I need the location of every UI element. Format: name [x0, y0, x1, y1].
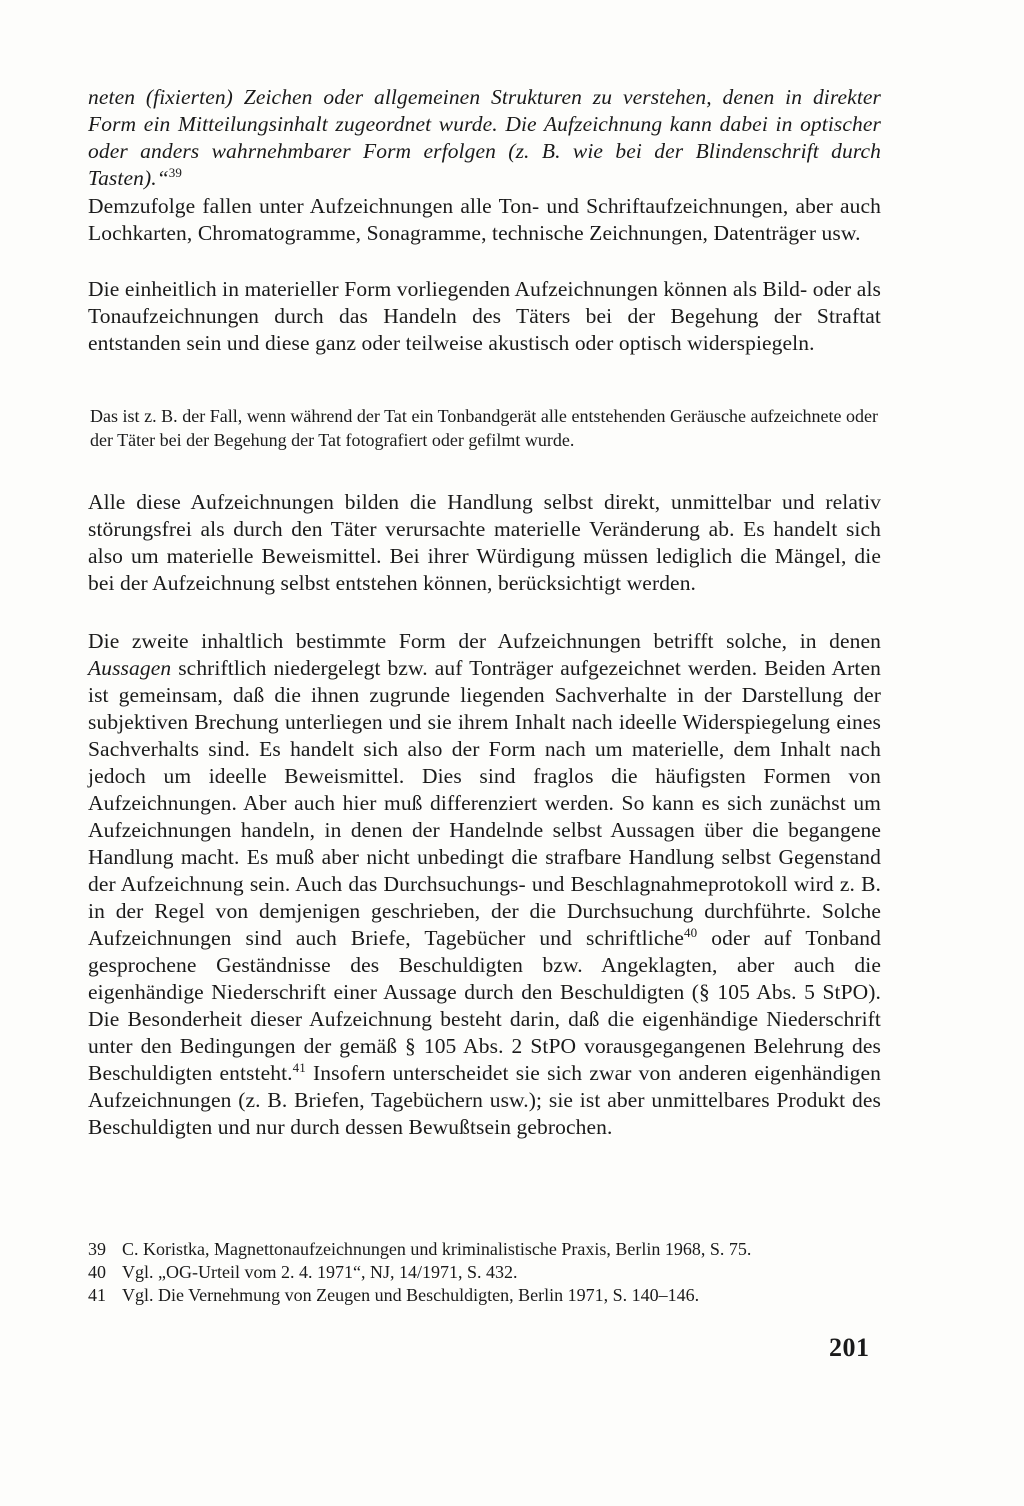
- quotation-block: [88, 84, 881, 192]
- footnote-number: 41: [88, 1285, 106, 1305]
- paragraph-material-form: Die einheitlich in materieller Form vorliegenden Aufzeichnungen können als Bild- oder als Tonaufzeichnungen durch das Handeln des Täters bei der Begehung der Straftat entstanden sein und diese ganz oder teilweise akustisch oder optisch widerspiegeln.: [88, 277, 881, 355]
- quotation-text: neten (fixierten) Zeichen oder allgemeinen Strukturen zu verstehen, denen in direkter Form ein Mitteilungsinhalt zugeordnet wurde. Die Aufzeichnung kann dabei in optischer oder anders wahrnehmbarer Form erfolgen (z. B. wie bei der Blindenschrift durch Tasten).“: [88, 85, 881, 190]
- footnotes-list: [88, 1238, 888, 1307]
- footnote-item: [88, 1261, 888, 1284]
- footnote-text: Vgl. Die Vernehmung von Zeugen und Beschuldigten, Berlin 1971, S. 140–146.: [122, 1285, 700, 1305]
- paragraph-recordings-types: Demzufolge fallen unter Aufzeichnungen alle Ton- und Schriftaufzeichnungen, aber auch Lochkarten, Chromatogramme, Sonagramme, technische Zeichnungen, Datenträger usw.: [88, 194, 881, 245]
- paragraph-material-evidence: Alle diese Aufzeichnungen bilden die Handlung selbst direkt, unmittelbar und relativ störungsfrei als durch den Täter verursachte materielle Veränderung ab. Es handelt sich also um materielle Beweismittel. Bei ihrer Würdigung müssen lediglich die Mängel, die bei der Aufzeichnung selbst entstehen können, berücksichtigt werden.: [88, 490, 881, 595]
- example-note: Das ist z. B. der Fall, wenn während der Tat ein Tonbandgerät alle entstehenden Geräusche aufzeichnete oder der Täter bei der Begehung der Tat fotografiert oder gefilmt wurde.: [90, 406, 878, 450]
- paragraph-statements-part-c: oder auf Tonband gesprochene Geständnisse des Beschuldigten bzw. Angeklagten, aber auch die eigenhändige Niederschrift einer Aussage durch den Beschuldigten (§ 105 Abs. 5 StPO). Die Besonderheit dieser Aufzeichnung besteht darin, daß die eigenhändige Niederschrift unter den Bedingungen der gemäß § 105 Abs. 2 StPO vorausgegangenen Belehrung des Beschuldigten entsteht.: [88, 926, 881, 1085]
- footnote-ref-41: 41: [292, 1059, 306, 1075]
- footnote-text: Vgl. „OG-Urteil vom 2. 4. 1971“, NJ, 14/1971, S. 432.: [122, 1262, 518, 1282]
- footnote-item: [88, 1284, 888, 1307]
- paragraph-statements-part-a: Die zweite inhaltlich bestimmte Form der Aufzeichnungen betrifft solche, in denen: [88, 629, 881, 653]
- footnote-ref-39: 39: [168, 164, 182, 180]
- page-number: 201: [829, 1333, 870, 1362]
- paragraph-statements-part-d: Insofern unterscheidet sie sich zwar von anderen eigenhändigen Aufzeichnungen (z. B. Briefen, Tagebüchern usw.); sie ist aber unmittelbares Produkt des Beschuldigten und nur durch dessen Bewußtsein gebrochen.: [88, 1061, 881, 1139]
- footnote-number: 39: [88, 1239, 106, 1259]
- footnote-item: [88, 1238, 888, 1261]
- paragraph-statements-part-b: schriftlich niedergelegt bzw. auf Tonträger aufgezeichnet werden. Beiden Arten ist gemeinsam, daß die ihnen zugrunde liegenden Sachverhalte in der Darstellung der subjektiven Brechung unterliegen und sie ihrem Inhalt nach ideelle Widerspiegelung eines Sachverhalts sind. Es handelt sich also der Form nach um materielle, dem Inhalt nach jedoch um ideelle Beweismittel. Dies sind fraglos die häufigsten Formen von Aufzeichnungen. Aber auch hier muß differenziert werden. So kann es sich zunächst um Aufzeichnungen handeln, in denen der Handelnde selbst Aussagen über die begangene Handlung macht. Es muß aber nicht unbedingt die strafbare Handlung selbst Gegenstand der Aufzeichnung sein. Auch das Durchsuchungs- und Beschlagnahmeprotokoll wird z. B. in der Regel von demjenigen geschrieben, der die Durchsuchung durchführte. Solche Aufzeichnungen sind auch Briefe, Tagebücher und schriftliche: [88, 656, 881, 950]
- footnote-text: C. Koristka, Magnettonaufzeichnungen und kriminalistische Praxis, Berlin 1968, S. 75.: [122, 1239, 752, 1259]
- emphasis-aussagen: Aussagen: [88, 656, 172, 680]
- footnote-number: 40: [88, 1262, 106, 1282]
- footnote-ref-40: 40: [683, 924, 698, 940]
- paragraph-statements: [88, 628, 881, 1141]
